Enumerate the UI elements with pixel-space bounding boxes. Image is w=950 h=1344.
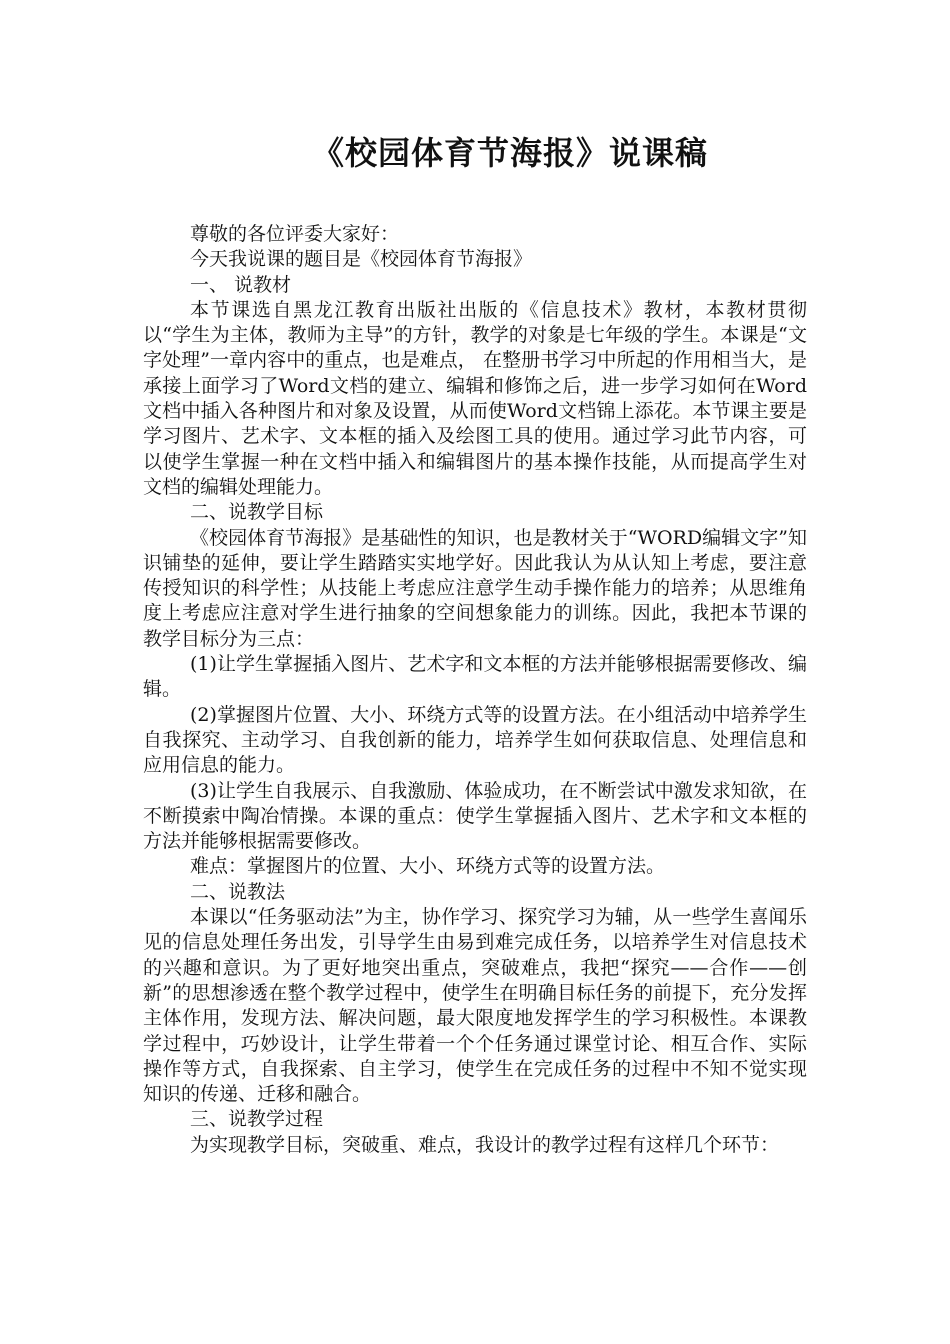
paragraph-methods: 本课以“任务驱动法”为主，协作学习、探究学习为辅，从一些学生喜闻乐见的信息处理任务出发，引导学生由易到难完成任务，以培养学生对信息技术的兴趣和意识。为了更好地突出重点，突破难点，我把“探究——合作——创新”的思想渗透在整个教学过程中，使学生在明确目标任务的前提下，充分发挥主体作用，发现方法、解决问题，最大限度地发挥学生的学习积极性。本课教学过程中，巧妙设计，让学生带着一个个任务通过课堂讨论、相互合作、实际操作等方式，自我探索、自主学习，使学生在完成任务的过程中不知不觉实现知识的传递、迁移和融合。 bbox=[143, 906, 807, 1106]
paragraph-objective-1: (1)让学生掌握插入图片、艺术字和文本框的方法并能够根据需要修改、编辑。 bbox=[143, 653, 807, 701]
section-heading-process: 三、说教学过程 bbox=[190, 1108, 324, 1131]
paragraph-objective-3: (3)让学生自我展示、自我激励、体验成功，在不断尝试中激发求知欲，在不断摸索中陶冶情操。本课的重点：使学生掌握插入图片、艺术字和文本框的方法并能够根据需要修改。 bbox=[143, 779, 807, 853]
document-body bbox=[143, 222, 807, 1158]
section-heading-objectives: 二、说教学目标 bbox=[190, 501, 324, 524]
paragraph-topic: 今天我说课的题目是《校园体育节海报》 bbox=[190, 248, 533, 271]
paragraph-textbook: 本节课选自黑龙江教育出版社出版的《信息技术》教材，本教材贯彻以“学生为主体，教师为主导”的方针，教学的对象是七年级的学生。本课是“文字处理”一章内容中的重点，也是难点， 在整册书学习中所起的作用相当大，是承接上面学习了Word文档的建立、编辑和修饰之后，进一步学习如何在Word文档中插入各种图片和对象及设置，从而使Word文档锦上添花。本节课主要是学习图片、艺术字、文本框的插入及绘图工具的使用。通过学习此节内容，可以使学生掌握一种在文档中插入和编辑图片的基本操作技能，从而提高学生对文档的编辑处理能力。 bbox=[143, 298, 807, 498]
document-title: 《校园体育节海报》说课稿 bbox=[311, 134, 708, 172]
paragraph-objective-2: (2)掌握图片位置、大小、环绕方式等的设置方法。在小组活动中培养学生自我探究、主动学习、自我创新的能力，培养学生如何获取信息、处理信息和应用信息的能力。 bbox=[143, 703, 807, 777]
section-heading-methods: 二、说教法 bbox=[190, 880, 286, 903]
paragraph-greeting: 尊敬的各位评委大家好： bbox=[190, 223, 400, 245]
paragraph-difficulty: 难点：掌握图片的位置、大小、环绕方式等的设置方法。 bbox=[190, 855, 666, 878]
section-heading-textbook: 一、 说教材 bbox=[190, 273, 292, 296]
paragraph-objectives: 《校园体育节海报》是基础性的知识，也是教材关于“WORD编辑文字”知识铺垫的延伸，要让学生踏踏实实地学好。因此我认为从认知上考虑，要注意传授知识的科学性；从技能上考虑应注意学生动手操作能力的培养；从思维角度上考虑应注意对学生进行抽象的空间想象能力的训练。因此，我把本节课的教学目标分为三点： bbox=[143, 526, 807, 650]
paragraph-process: 为实现教学目标，突破重、难点，我设计的教学过程有这样几个环节： bbox=[190, 1133, 780, 1156]
